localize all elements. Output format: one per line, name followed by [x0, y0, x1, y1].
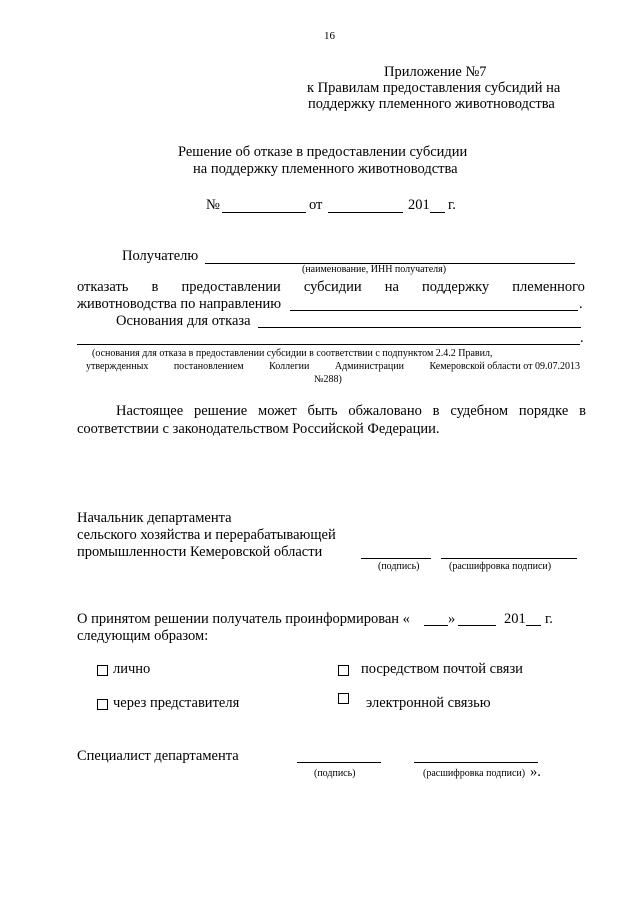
decision-number-label: №: [206, 197, 220, 213]
recipient-label: Получателю: [122, 248, 199, 264]
option-representative-label: через представителя: [113, 695, 240, 711]
grounds-hint-word: Коллегии: [269, 361, 310, 372]
grounds-hint-word: постановлением: [173, 361, 244, 372]
grounds-hint-line3: №288): [314, 374, 342, 385]
inform-month-field[interactable]: [458, 625, 496, 626]
grounds-hint-word: Кемеровской области от 09.07.2013: [429, 361, 580, 372]
decision-year-prefix: 201: [408, 197, 430, 213]
refuse-line2: животноводства по направлению: [77, 296, 282, 312]
grounds-hint-line2: [86, 361, 580, 372]
grounds-end: .: [580, 330, 584, 346]
specialist-decode-hint: (расшифровка подписи): [423, 768, 526, 779]
refuse-line1: [77, 279, 585, 296]
decision-title-line1: Решение об отказе в предоставлении субсидии: [178, 144, 468, 160]
grounds-field-line2[interactable]: [77, 344, 580, 345]
appendix-line2: поддержку племенного животноводства: [308, 96, 555, 112]
appendix-title: Приложение №7: [384, 64, 487, 80]
head-decode-hint: (расшифровка подписи): [449, 561, 552, 572]
decision-year-suffix: г.: [448, 197, 456, 213]
head-line1: Начальник департамента: [77, 510, 232, 526]
grounds-hint-word: утвержденных: [86, 361, 149, 372]
recipient-hint: (наименование, ИНН получателя): [302, 264, 447, 275]
specialist-end-mark: ».: [530, 764, 541, 780]
appeal-word: может: [258, 403, 297, 419]
grounds-hint-word: Администрации: [334, 361, 404, 372]
page-number: 16: [324, 30, 335, 42]
inform-year-prefix: 201: [504, 611, 526, 627]
checkbox-electronic[interactable]: [338, 693, 349, 704]
refuse-word: в: [151, 279, 159, 295]
decision-number-field[interactable]: [222, 212, 306, 213]
appeal-word: порядке: [518, 403, 569, 419]
option-electronic-label: электронной связью: [366, 695, 491, 711]
appeal-word: судебном: [450, 403, 509, 419]
appeal-word: в: [432, 403, 440, 419]
refuse-word: племенного: [512, 279, 585, 295]
appeal-word: решение: [193, 403, 248, 419]
inform-line2: следующим образом:: [77, 628, 209, 644]
specialist-decode-field[interactable]: [414, 762, 538, 763]
decision-year-field[interactable]: [430, 212, 445, 213]
decision-from-label: от: [309, 197, 323, 213]
refuse-word: предоставлении: [181, 279, 281, 295]
inform-year-field[interactable]: [526, 625, 541, 626]
checkbox-personal[interactable]: [97, 665, 108, 676]
specialist-sign-hint: (подпись): [314, 768, 356, 779]
appeal-word: обжаловано: [348, 403, 422, 419]
option-post-label: посредством почтой связи: [361, 661, 523, 677]
checkbox-post[interactable]: [338, 665, 349, 676]
decision-date-field[interactable]: [328, 212, 403, 213]
inform-day-field[interactable]: [424, 625, 448, 626]
refuse-word: на: [384, 279, 399, 295]
inform-line1-start: О принятом решении получатель проинформирован «: [77, 611, 410, 627]
appeal-word: в: [579, 403, 586, 419]
direction-field[interactable]: [290, 310, 578, 311]
appeal-word: быть: [307, 403, 338, 419]
decision-title-line2: на поддержку племенного животноводства: [193, 161, 458, 177]
grounds-label: Основания для отказа: [116, 313, 251, 329]
head-line2: сельского хозяйства и перерабатывающей: [77, 527, 336, 543]
head-decode-field[interactable]: [441, 558, 577, 559]
head-line3: промышленности Кемеровской области: [77, 544, 323, 560]
refuse-word: отказать: [77, 279, 129, 295]
appeal-word: Настоящее: [116, 403, 184, 419]
appeal-line2: соответствии с законодательством Российской Федерации.: [77, 421, 440, 437]
grounds-hint-line1: (основания для отказа в предоставлении субсидии в соответствии с подпунктом 2.4.2 Правил,: [92, 348, 493, 359]
refuse-line2-end: .: [579, 296, 583, 312]
refuse-word: субсидии: [303, 279, 362, 295]
appendix-line1: к Правилам предоставления субсидий на: [307, 80, 561, 96]
refuse-word: поддержку: [422, 279, 490, 295]
option-personal-label: лично: [113, 661, 151, 677]
inform-year-suffix: г.: [545, 611, 553, 627]
grounds-field[interactable]: [258, 327, 581, 328]
inform-quote-close: »: [448, 611, 456, 627]
checkbox-representative[interactable]: [97, 699, 108, 710]
specialist-label: Специалист департамента: [77, 748, 239, 764]
specialist-signature-field[interactable]: [297, 762, 381, 763]
appeal-line1: [116, 403, 586, 420]
head-sign-hint: (подпись): [378, 561, 420, 572]
head-signature-field[interactable]: [361, 558, 431, 559]
